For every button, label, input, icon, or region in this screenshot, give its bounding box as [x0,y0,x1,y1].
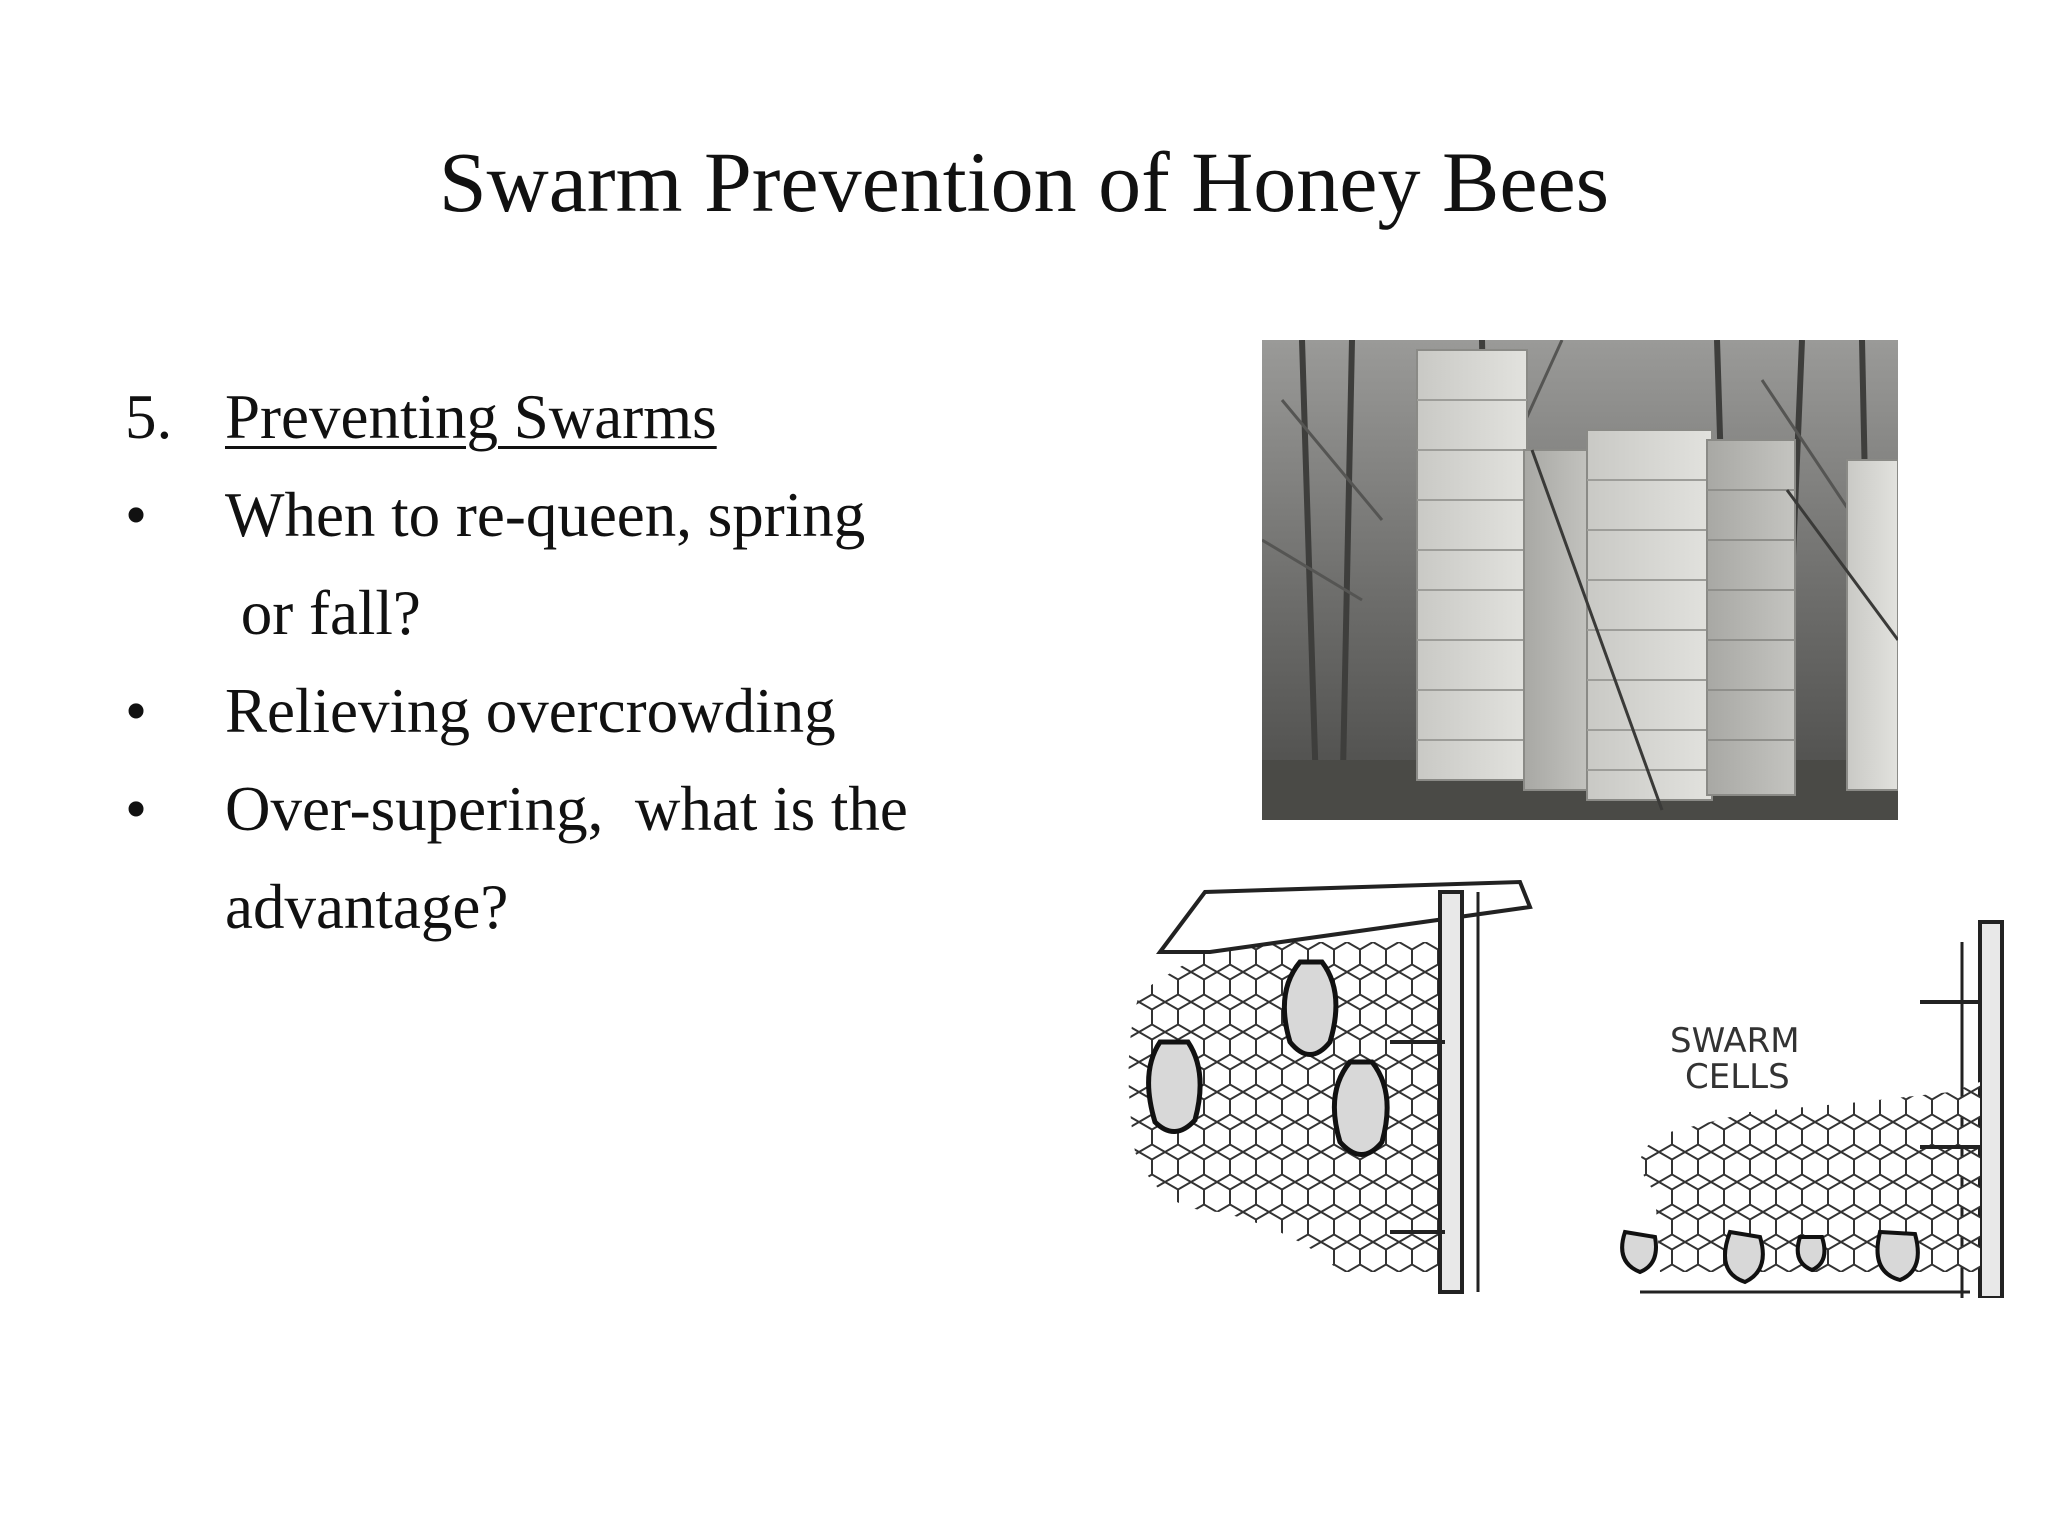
bullet-icon: • [125,480,148,550]
stacked-beehives-photo [1262,340,1898,820]
drawing-label: CELLS [1685,1057,1790,1097]
drawing-label: SWARM [1670,1021,1800,1061]
bullet-icon: • [125,774,148,844]
list-item-text: Over-supering, what is the [225,774,908,844]
bullet-icon: • [125,676,148,746]
list-item-text: Relieving overcrowding [225,676,836,746]
list-item-text: advantage? [225,872,509,942]
swarm-cells-illustration [1100,852,2020,1298]
slide-title: Swarm Prevention of Honey Bees [438,134,1610,230]
list-item-text: or fall? [225,578,421,648]
list-number: 5. [125,382,173,452]
list-heading-text: Preventing Swarms [225,382,717,452]
list-item-text: When to re-queen, spring [225,480,866,550]
